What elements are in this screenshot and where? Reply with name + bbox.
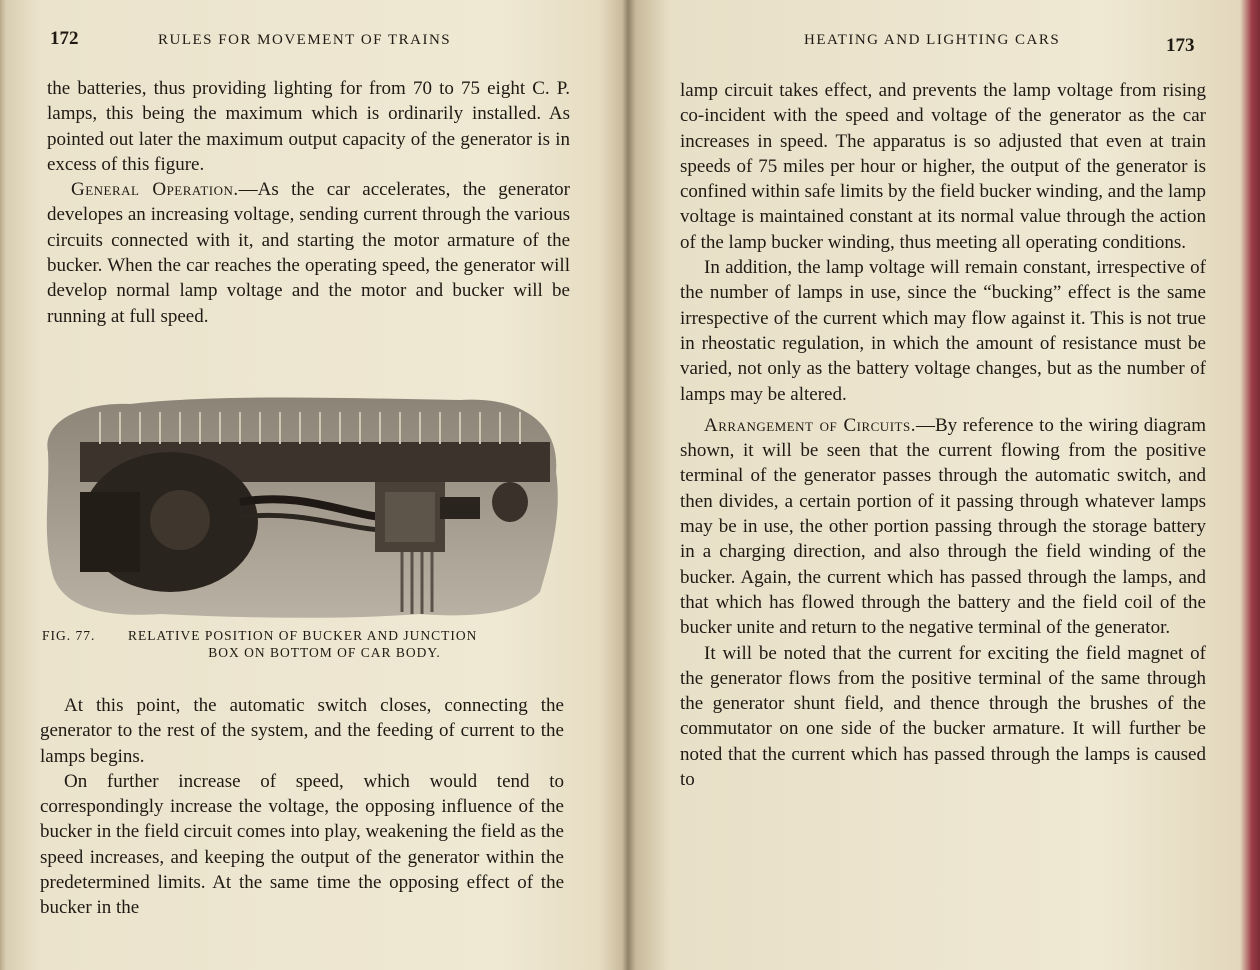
right-text (680, 78, 1206, 792)
bucker-photo-illustration (40, 392, 562, 620)
paragraph: In addition, the lamp voltage will remain constant, irrespective of the number of lamps in use, since the “bucking” effect is the same irrespective of the current which may flow against it. This is not true in rheostatic regulation, in which the amount of resistance must be varied, not only as the battery voltage changes, but as the number of lamps may be altered. (680, 257, 1206, 405)
running-head-right: HEATING AND LIGHTING CARS (804, 32, 1061, 48)
paragraph-text: —As the car accelerates, the generator developes an increasing voltage, sending current through the various circuits connected with it, and starting the motor armature of the bucker. When the car reaches the operating speed, the generator will develop normal lamp voltage and the motor and bucker will be running at full speed. (47, 179, 570, 327)
paragraph (47, 177, 570, 329)
section-heading: General Operation. (71, 179, 239, 201)
left-text-top (47, 76, 570, 329)
paragraph-text: —By reference to the wiring diagram shown, it will be seen that the current flowing from the positive terminal of the generator passes through the automatic switch, and then divides, a certain portion of it passing through whatever lamps may be in use, the other portion passing through the storage battery in a charging direction, and also through the field winding of the bucker. Again, the current which has passed through the lamps, and that which has flowed through the battery and the field coil of the bucker unite and return to the negative terminal of the generator. (680, 414, 1206, 639)
left-text-bottom (40, 693, 564, 921)
paragraph: At this point, the automatic switch closes, connecting the generator to the rest of the system, and the feeding of current to the lamps begins. (40, 695, 564, 767)
section-heading: Arrangement of Circuits. (704, 414, 916, 436)
page-number-left: 172 (50, 28, 79, 49)
paragraph: On further increase of speed, which would tend to correspondingly increase the voltage, the opposing influence of the bucker in the field circuit comes into play, weakening the field as the speed increases, and keeping the output of the generator within the predetermined limits. At the same time the opposing effect of the bucker in the (40, 770, 564, 919)
left-page (0, 0, 620, 970)
caption-line-1: RELATIVE POSITION OF BUCKER AND JUNCTION (128, 628, 478, 643)
page-number-right: 173 (1166, 35, 1195, 56)
right-page (636, 0, 1248, 970)
paragraph (680, 413, 1206, 641)
caption-line-2: BOX ON BOTTOM OF CAR BODY. (208, 645, 441, 660)
figure-caption (42, 627, 567, 661)
paragraph: the batteries, thus providing lighting for from 70 to 75 eight C. P. lamps, this being the maximum which is ordinarily installed. As pointed out later the maximum output capacity of the generator is in excess of this figure. (47, 78, 570, 175)
running-head-left: RULES FOR MOVEMENT OF TRAINS (158, 32, 452, 48)
paragraph: It will be noted that the current for exciting the field magnet of the generator flows from the positive terminal of the same through the generator shunt field, and thence through the brushes of the commutator on one side of the bucker armature. It will further be noted that the current which has passed through the lamps is caused to (680, 642, 1206, 791)
paragraph: lamp circuit takes effect, and prevents the lamp voltage from rising co-incident with the speed and voltage of the generator as the car increases in speed. The apparatus is so adjusted that even at train speeds of 75 miles per hour or higher, the output of the generator is confined within safe limits by the field bucker winding, and the lamp voltage is maintained constant at its normal value through the action of the lamp bucker winding, thus meeting all operating conditions. (680, 80, 1206, 253)
figure-photo (40, 392, 562, 620)
figure-label: FIG. 77. (42, 628, 96, 643)
